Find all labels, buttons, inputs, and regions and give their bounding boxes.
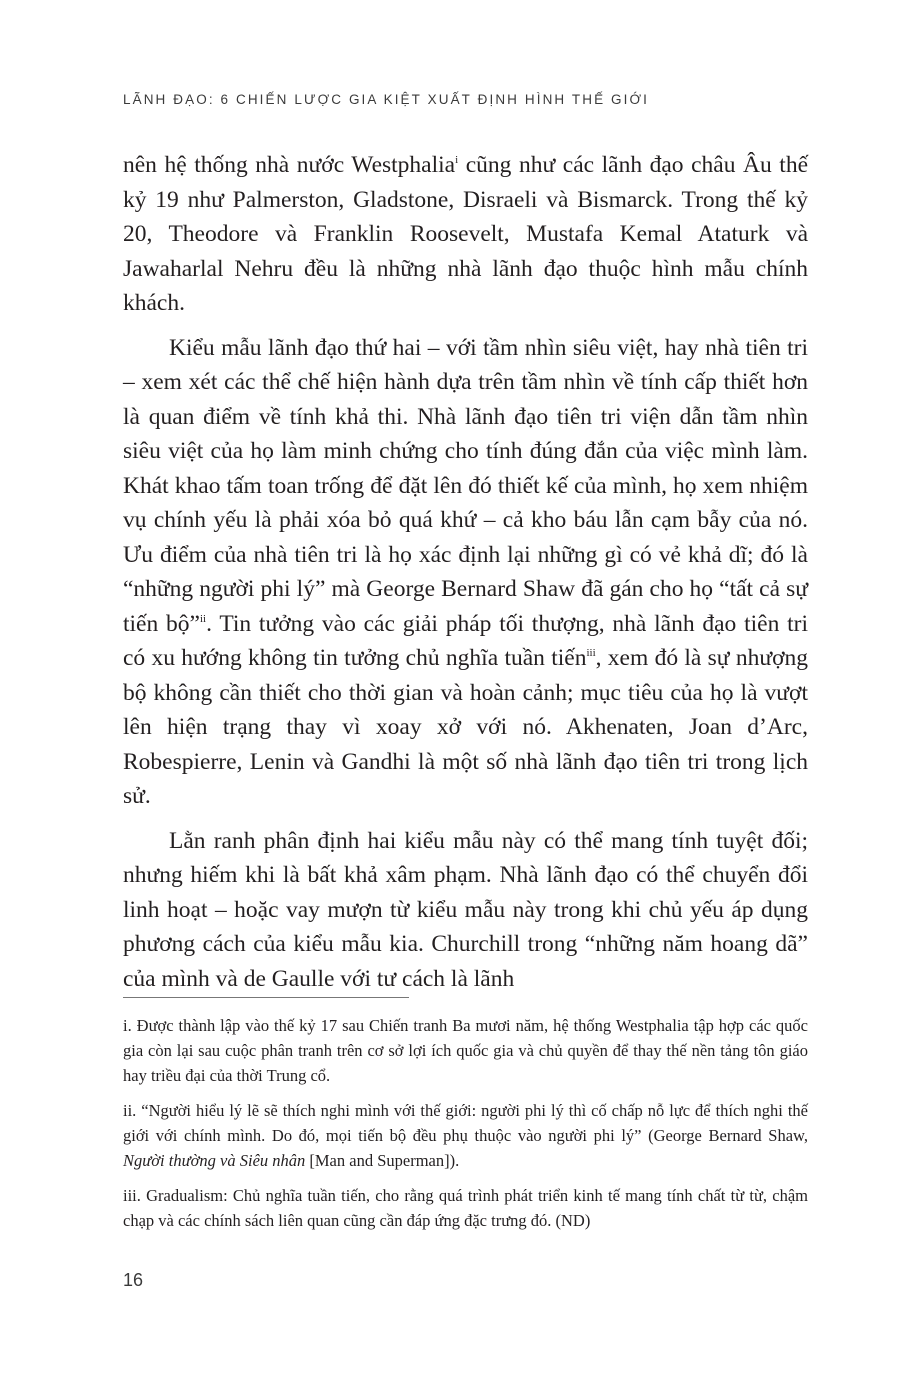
paragraph-2-text-b: . Tin tưởng vào các giải pháp tối thượng, nhà lãnh đạo tiên tri có xu hướng không tin tưởng chủ nghĩa tuần tiến <box>123 610 808 671</box>
footnote-ii <box>123 1098 808 1173</box>
footnote-i: i. Được thành lập vào thế kỷ 17 sau Chiến tranh Ba mươi năm, hệ thống Westphalia tập hợp các quốc gia còn lại sau cuộc phân tranh trên cơ sở lợi ích quốc gia và chủ quyền để thay thế nền tảng tôn giáo hay triều đại của thời Trung cổ. <box>123 1016 808 1085</box>
paragraph-2-text-a: Kiểu mẫu lãnh đạo thứ hai – với tầm nhìn siêu việt, hay nhà tiên tri – xem xét các thể chế hiện hành dựa trên tầm nhìn về tính cấp thiết hơn là quan điểm về tính khả thi. Nhà lãnh đạo tiên tri viện dẫn tầm nhìn siêu việt của họ làm minh chứng cho tính đúng đắn của việc mình làm. Khát khao tấm toan trống để đặt lên đó thiết kế của mình, họ xem nhiệm vụ chính yếu là phải xóa bỏ quá khứ – cả kho báu lẫn cạm bẫy của nó. Ưu điểm của nhà tiên tri là họ xác định lại những gì có vẻ khả dĩ; đó là “những người phi lý” mà George Bernard Shaw đã gán cho họ “tất cả sự tiến bộ” <box>123 334 808 637</box>
page-number: 16 <box>123 1270 144 1290</box>
paragraph-3: Lằn ranh phân định hai kiểu mẫu này có thể mang tính tuyệt đối; nhưng hiếm khi là bất khả xâm phạm. Nhà lãnh đạo có thể chuyển đổi linh hoạt – hoặc vay mượn từ kiểu mẫu này trong khi chủ yếu áp dụng phương cách của kiểu mẫu kia. Churchill trong “những năm hoang dã” của mình và de Gaulle với tư cách là lãnh <box>123 827 808 992</box>
footnotes <box>123 1013 808 1243</box>
footnote-ii-text-a: ii. “Người hiểu lý lẽ sẽ thích nghi mình với thế giới: người phi lý thì cố chấp nỗ lực để thích nghi thế giới với chính mình. Do đó, mọi tiến bộ đều phụ thuộc vào người phi lý” (George Bernard Shaw, <box>123 1101 808 1145</box>
footnote-ii-text-b: [Man and Superman]). <box>305 1151 460 1170</box>
footnote-divider <box>123 997 409 998</box>
body-text <box>123 148 808 1006</box>
paragraph-1 <box>123 148 808 321</box>
footnote-iii: iii. Gradualism: Chủ nghĩa tuần tiến, cho rằng quá trình phát triển kinh tế mang tính chất từ từ, chậm chạp và các chính sách liên quan cũng cần đáp ứng đặc trưng đó. (ND) <box>123 1186 808 1230</box>
footnote-ref-i: i <box>455 154 459 167</box>
footnote-ii-book-title: Người thường và Siêu nhân <box>123 1151 306 1170</box>
paragraph-2 <box>123 331 808 814</box>
running-head: LÃNH ĐẠO: 6 CHIẾN LƯỢC GIA KIỆT XUẤT ĐỊNH HÌNH THẾ GIỚI <box>123 92 650 107</box>
paragraph-1-text-b: cũng như các lãnh đạo châu Âu thế kỷ 19 như Palmerston, Gladstone, Disraeli và Bismarck. Trong thế kỷ 20, Theodore và Franklin Roosevelt, Mustafa Kemal Ataturk và Jawaharlal Nehru đều là những nhà lãnh đạo thuộc hình mẫu chính khách. <box>123 152 809 316</box>
footnote-ref-ii: ii <box>199 612 207 625</box>
footnote-ref-iii: iii <box>586 647 596 660</box>
paragraph-2-text-c: , xem đó là sự nhượng bộ không cần thiết cho thời gian và hoàn cảnh; mục tiêu của họ là vượt lên hiện trạng thay vì xoay xở với nó. Akhenaten, Joan d’Arc, Robespierre, Lenin và Gandhi là một số nhà lãnh đạo tiên tri trong lịch sử. <box>123 645 808 809</box>
paragraph-1-text-a: nên hệ thống nhà nước Westphalia <box>123 152 456 178</box>
